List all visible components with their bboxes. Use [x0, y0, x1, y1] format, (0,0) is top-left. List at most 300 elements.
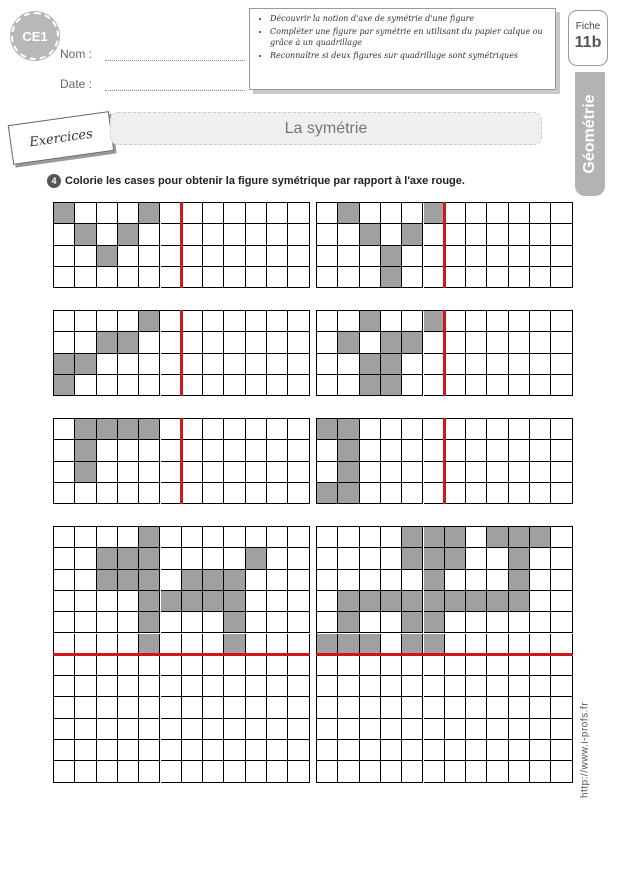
grid-cell[interactable]: [530, 354, 551, 375]
grid-cell[interactable]: [54, 612, 75, 633]
grid-cell[interactable]: [338, 375, 359, 396]
grid-cell[interactable]: [466, 697, 487, 718]
grid-cell[interactable]: [288, 483, 309, 504]
grid-cell[interactable]: [509, 267, 530, 288]
grid-cell-filled[interactable]: [118, 332, 139, 353]
grid-cell[interactable]: [317, 203, 338, 224]
grid-cell[interactable]: [509, 761, 530, 782]
grid-cell[interactable]: [487, 440, 508, 461]
grid-cell[interactable]: [487, 719, 508, 740]
grid-cell-filled[interactable]: [224, 591, 245, 612]
grid-cell[interactable]: [203, 548, 224, 569]
grid-cell[interactable]: [182, 740, 203, 761]
grid-cell[interactable]: [466, 267, 487, 288]
grid-cell[interactable]: [203, 246, 224, 267]
grid-cell-filled[interactable]: [381, 591, 402, 612]
grid-cell[interactable]: [487, 332, 508, 353]
grid-cell[interactable]: [288, 676, 309, 697]
grid-cell[interactable]: [466, 612, 487, 633]
grid-cell[interactable]: [267, 740, 288, 761]
grid-cell-filled[interactable]: [139, 591, 160, 612]
grid-cell[interactable]: [317, 332, 338, 353]
grid-cell[interactable]: [139, 462, 160, 483]
grid-cell[interactable]: [246, 527, 267, 548]
grid-cell[interactable]: [75, 548, 96, 569]
grid-cell[interactable]: [381, 740, 402, 761]
grid-cell-filled[interactable]: [509, 591, 530, 612]
grid-cell[interactable]: [75, 719, 96, 740]
grid-cell[interactable]: [246, 697, 267, 718]
grid-cell[interactable]: [551, 719, 572, 740]
grid-cell[interactable]: [466, 332, 487, 353]
grid-cell[interactable]: [139, 697, 160, 718]
grid-cell[interactable]: [224, 483, 245, 504]
grid-cell[interactable]: [530, 203, 551, 224]
grid-cell[interactable]: [288, 548, 309, 569]
grid-cell[interactable]: [54, 527, 75, 548]
grid-cell[interactable]: [381, 612, 402, 633]
grid-cell-filled[interactable]: [509, 548, 530, 569]
grid-cell[interactable]: [317, 267, 338, 288]
grid-cell[interactable]: [360, 483, 381, 504]
grid-cell[interactable]: [267, 440, 288, 461]
grid-cell[interactable]: [224, 375, 245, 396]
grid-cell[interactable]: [338, 267, 359, 288]
grid-cell[interactable]: [224, 697, 245, 718]
grid-cell[interactable]: [118, 246, 139, 267]
grid-cell[interactable]: [182, 462, 203, 483]
grid-cell-filled[interactable]: [360, 591, 381, 612]
grid-cell[interactable]: [509, 676, 530, 697]
grid-cell[interactable]: [267, 612, 288, 633]
grid-cell[interactable]: [288, 267, 309, 288]
grid-cell[interactable]: [487, 203, 508, 224]
grid-cell-filled[interactable]: [338, 332, 359, 353]
grid-cell-filled[interactable]: [118, 419, 139, 440]
grid-cell[interactable]: [288, 570, 309, 591]
grid-cell[interactable]: [381, 761, 402, 782]
grid-cell[interactable]: [360, 332, 381, 353]
grid-cell[interactable]: [75, 697, 96, 718]
grid-cell[interactable]: [317, 527, 338, 548]
grid-cell[interactable]: [203, 224, 224, 245]
grid-cell[interactable]: [445, 354, 466, 375]
grid-cell[interactable]: [466, 761, 487, 782]
grid-cell-filled[interactable]: [338, 634, 359, 655]
grid-cell[interactable]: [267, 332, 288, 353]
grid-cell[interactable]: [551, 527, 572, 548]
grid-cell[interactable]: [424, 655, 445, 676]
grid-cell-filled[interactable]: [139, 527, 160, 548]
grid-cell-filled[interactable]: [139, 570, 160, 591]
grid-cell[interactable]: [445, 612, 466, 633]
grid-cell[interactable]: [551, 332, 572, 353]
grid-cell[interactable]: [445, 697, 466, 718]
grid-cell[interactable]: [267, 203, 288, 224]
date-line[interactable]: [105, 90, 245, 91]
grid-cell[interactable]: [445, 761, 466, 782]
grid-cell[interactable]: [424, 267, 445, 288]
grid-cell[interactable]: [161, 440, 182, 461]
grid-cell[interactable]: [445, 483, 466, 504]
grid-cell-filled[interactable]: [360, 354, 381, 375]
grid-cell[interactable]: [118, 612, 139, 633]
grid-cell[interactable]: [381, 203, 402, 224]
grid-cell[interactable]: [424, 483, 445, 504]
grid-cell[interactable]: [267, 570, 288, 591]
grid-cell-filled[interactable]: [97, 570, 118, 591]
grid-cell[interactable]: [445, 570, 466, 591]
grid-cell[interactable]: [530, 224, 551, 245]
grid-cell[interactable]: [161, 375, 182, 396]
grid-cell[interactable]: [487, 354, 508, 375]
grid-cell[interactable]: [288, 719, 309, 740]
grid-cell[interactable]: [445, 311, 466, 332]
grid-cell[interactable]: [246, 634, 267, 655]
grid-cell[interactable]: [182, 612, 203, 633]
grid-cell[interactable]: [161, 354, 182, 375]
grid-cell[interactable]: [224, 354, 245, 375]
grid-cell[interactable]: [54, 419, 75, 440]
grid-cell[interactable]: [509, 224, 530, 245]
grid-cell[interactable]: [445, 676, 466, 697]
grid-cell[interactable]: [54, 246, 75, 267]
grid-cell[interactable]: [97, 612, 118, 633]
grid-cell[interactable]: [224, 527, 245, 548]
grid-cell-filled[interactable]: [139, 634, 160, 655]
grid-cell[interactable]: [203, 332, 224, 353]
grid-cell-filled[interactable]: [424, 591, 445, 612]
grid-cell[interactable]: [139, 267, 160, 288]
grid-cell[interactable]: [224, 719, 245, 740]
grid-cell[interactable]: [288, 246, 309, 267]
grid-cell[interactable]: [466, 375, 487, 396]
grid-cell[interactable]: [509, 612, 530, 633]
grid-cell[interactable]: [203, 419, 224, 440]
grid-cell[interactable]: [54, 483, 75, 504]
grid-cell[interactable]: [75, 267, 96, 288]
grid-cell[interactable]: [97, 634, 118, 655]
grid-cell[interactable]: [445, 246, 466, 267]
grid-cell[interactable]: [530, 375, 551, 396]
grid-cell-filled[interactable]: [338, 419, 359, 440]
grid-cell[interactable]: [509, 203, 530, 224]
grid-cell[interactable]: [402, 311, 423, 332]
grid-cell[interactable]: [182, 548, 203, 569]
grid-cell-filled[interactable]: [75, 354, 96, 375]
grid-cell[interactable]: [317, 548, 338, 569]
grid-cell[interactable]: [424, 332, 445, 353]
grid-cell[interactable]: [530, 591, 551, 612]
grid-cell-filled[interactable]: [161, 591, 182, 612]
grid-cell-filled[interactable]: [75, 224, 96, 245]
grid-cell[interactable]: [530, 655, 551, 676]
grid-cell[interactable]: [360, 761, 381, 782]
grid-cell[interactable]: [75, 570, 96, 591]
grid-cell[interactable]: [54, 332, 75, 353]
grid-cell[interactable]: [381, 655, 402, 676]
grid-cell[interactable]: [381, 224, 402, 245]
grid-cell-filled[interactable]: [381, 246, 402, 267]
grid-cell[interactable]: [97, 440, 118, 461]
grid-cell[interactable]: [381, 719, 402, 740]
grid-cell[interactable]: [246, 676, 267, 697]
grid-cell[interactable]: [246, 224, 267, 245]
grid-cell[interactable]: [338, 697, 359, 718]
grid-cell[interactable]: [161, 548, 182, 569]
grid-cell[interactable]: [54, 719, 75, 740]
grid-cell[interactable]: [317, 612, 338, 633]
grid-cell[interactable]: [551, 354, 572, 375]
grid-cell[interactable]: [182, 224, 203, 245]
grid-cell[interactable]: [360, 527, 381, 548]
grid-cell[interactable]: [317, 246, 338, 267]
grid-cell[interactable]: [288, 527, 309, 548]
grid-cell-filled[interactable]: [445, 591, 466, 612]
grid-cell[interactable]: [487, 483, 508, 504]
grid-cell[interactable]: [161, 462, 182, 483]
grid-cell[interactable]: [338, 676, 359, 697]
grid-cell-filled[interactable]: [182, 570, 203, 591]
grid-cell-filled[interactable]: [487, 527, 508, 548]
grid-cell[interactable]: [288, 612, 309, 633]
grid-cell[interactable]: [203, 761, 224, 782]
grid-cell[interactable]: [182, 761, 203, 782]
grid-cell[interactable]: [551, 375, 572, 396]
grid-cell[interactable]: [487, 375, 508, 396]
grid-cell[interactable]: [445, 655, 466, 676]
grid-cell[interactable]: [487, 462, 508, 483]
grid-cell[interactable]: [551, 591, 572, 612]
grid-cell[interactable]: [203, 527, 224, 548]
grid-cell[interactable]: [246, 740, 267, 761]
grid-cell[interactable]: [530, 462, 551, 483]
grid-cell[interactable]: [139, 483, 160, 504]
grid-cell[interactable]: [75, 527, 96, 548]
grid-cell[interactable]: [487, 246, 508, 267]
grid-cell[interactable]: [267, 634, 288, 655]
grid-cell[interactable]: [75, 676, 96, 697]
grid-cell[interactable]: [381, 570, 402, 591]
grid-cell[interactable]: [182, 676, 203, 697]
grid-cell[interactable]: [139, 719, 160, 740]
grid-cell-filled[interactable]: [139, 203, 160, 224]
grid-cell[interactable]: [288, 634, 309, 655]
grid-cell[interactable]: [317, 440, 338, 461]
grid-cell[interactable]: [551, 570, 572, 591]
grid-cell[interactable]: [182, 719, 203, 740]
grid-cell[interactable]: [530, 548, 551, 569]
grid-cell[interactable]: [551, 761, 572, 782]
grid-cell[interactable]: [224, 676, 245, 697]
grid-cell[interactable]: [54, 462, 75, 483]
grid-cell-filled[interactable]: [75, 419, 96, 440]
grid-cell[interactable]: [75, 612, 96, 633]
grid-cell[interactable]: [203, 697, 224, 718]
grid-cell[interactable]: [424, 419, 445, 440]
grid-cell-filled[interactable]: [402, 634, 423, 655]
grid-cell[interactable]: [360, 462, 381, 483]
grid-cell[interactable]: [182, 419, 203, 440]
grid-cell[interactable]: [267, 419, 288, 440]
grid-cell[interactable]: [445, 203, 466, 224]
grid-cell[interactable]: [487, 697, 508, 718]
grid-cell[interactable]: [466, 440, 487, 461]
grid-cell[interactable]: [338, 224, 359, 245]
grid-cell[interactable]: [246, 203, 267, 224]
grid-cell[interactable]: [203, 483, 224, 504]
grid-cell[interactable]: [551, 740, 572, 761]
grid-cell[interactable]: [288, 224, 309, 245]
grid-cell[interactable]: [360, 697, 381, 718]
grid-cell[interactable]: [424, 246, 445, 267]
grid-cell[interactable]: [402, 719, 423, 740]
grid-cell[interactable]: [317, 375, 338, 396]
grid-cell[interactable]: [445, 267, 466, 288]
grid-cell[interactable]: [246, 246, 267, 267]
grid-cell[interactable]: [487, 419, 508, 440]
grid-cell[interactable]: [139, 655, 160, 676]
grid-cell[interactable]: [161, 203, 182, 224]
grid-cell[interactable]: [509, 634, 530, 655]
grid-cell[interactable]: [161, 697, 182, 718]
grid-cell[interactable]: [267, 462, 288, 483]
grid-cell[interactable]: [466, 354, 487, 375]
grid-cell[interactable]: [54, 224, 75, 245]
grid-cell[interactable]: [97, 483, 118, 504]
grid-cell[interactable]: [267, 548, 288, 569]
grid-cell[interactable]: [118, 740, 139, 761]
grid-cell[interactable]: [424, 697, 445, 718]
grid-cell[interactable]: [509, 332, 530, 353]
grid-cell[interactable]: [224, 655, 245, 676]
grid-cell[interactable]: [445, 224, 466, 245]
grid-cell[interactable]: [75, 332, 96, 353]
grid-cell[interactable]: [338, 655, 359, 676]
grid-cell[interactable]: [224, 462, 245, 483]
grid-cell[interactable]: [402, 462, 423, 483]
grid-cell[interactable]: [424, 440, 445, 461]
grid-cell[interactable]: [139, 224, 160, 245]
grid-cell[interactable]: [203, 203, 224, 224]
grid-cell[interactable]: [267, 267, 288, 288]
grid-cell[interactable]: [381, 634, 402, 655]
grid-cell-filled[interactable]: [246, 548, 267, 569]
grid-cell[interactable]: [338, 548, 359, 569]
grid-cell-filled[interactable]: [338, 483, 359, 504]
grid-cell[interactable]: [267, 591, 288, 612]
grid-cell[interactable]: [246, 483, 267, 504]
grid-cell[interactable]: [551, 224, 572, 245]
grid-cell[interactable]: [182, 354, 203, 375]
grid-cell[interactable]: [224, 224, 245, 245]
grid-cell[interactable]: [118, 634, 139, 655]
grid-cell[interactable]: [75, 740, 96, 761]
grid-cell[interactable]: [182, 332, 203, 353]
grid-cell[interactable]: [487, 311, 508, 332]
grid-cell[interactable]: [97, 311, 118, 332]
grid-cell[interactable]: [118, 719, 139, 740]
grid-cell[interactable]: [360, 676, 381, 697]
grid-cell[interactable]: [317, 719, 338, 740]
grid-cell[interactable]: [97, 740, 118, 761]
grid-cell[interactable]: [288, 591, 309, 612]
grid-cell[interactable]: [402, 697, 423, 718]
grid-cell[interactable]: [118, 697, 139, 718]
grid-cell[interactable]: [466, 483, 487, 504]
grid-cell-filled[interactable]: [402, 612, 423, 633]
grid-cell[interactable]: [509, 311, 530, 332]
grid-cell-filled[interactable]: [139, 311, 160, 332]
grid-cell[interactable]: [487, 224, 508, 245]
grid-cell[interactable]: [203, 740, 224, 761]
grid-cell[interactable]: [551, 462, 572, 483]
grid-cell[interactable]: [445, 440, 466, 461]
grid-cell[interactable]: [224, 740, 245, 761]
grid-cell[interactable]: [466, 203, 487, 224]
grid-cell[interactable]: [424, 740, 445, 761]
grid-cell[interactable]: [509, 440, 530, 461]
grid-cell[interactable]: [75, 655, 96, 676]
grid-cell[interactable]: [182, 483, 203, 504]
grid-cell[interactable]: [224, 311, 245, 332]
grid-cell[interactable]: [182, 634, 203, 655]
grid-cell-filled[interactable]: [97, 419, 118, 440]
grid-cell[interactable]: [118, 591, 139, 612]
grid-cell-filled[interactable]: [338, 591, 359, 612]
grid-cell-filled[interactable]: [338, 462, 359, 483]
grid-cell[interactable]: [338, 527, 359, 548]
grid-cell[interactable]: [551, 697, 572, 718]
grid-cell[interactable]: [75, 375, 96, 396]
grid-cell[interactable]: [288, 311, 309, 332]
grid-cell[interactable]: [445, 375, 466, 396]
grid-cell[interactable]: [402, 203, 423, 224]
grid-cell[interactable]: [246, 375, 267, 396]
grid-cell[interactable]: [509, 697, 530, 718]
grid-cell[interactable]: [54, 634, 75, 655]
grid-cell[interactable]: [402, 419, 423, 440]
grid-cell[interactable]: [530, 740, 551, 761]
grid-cell[interactable]: [246, 761, 267, 782]
grid-cell[interactable]: [487, 761, 508, 782]
grid-cell[interactable]: [445, 419, 466, 440]
grid-cell[interactable]: [139, 375, 160, 396]
grid-cell[interactable]: [288, 440, 309, 461]
grid-cell-filled[interactable]: [224, 634, 245, 655]
grid-cell[interactable]: [75, 591, 96, 612]
grid-cell[interactable]: [551, 267, 572, 288]
grid-cell[interactable]: [267, 375, 288, 396]
grid-cell-filled[interactable]: [203, 570, 224, 591]
grid-cell[interactable]: [161, 527, 182, 548]
grid-cell[interactable]: [530, 761, 551, 782]
grid-cell[interactable]: [530, 267, 551, 288]
grid-cell[interactable]: [509, 246, 530, 267]
grid-cell[interactable]: [267, 655, 288, 676]
grid-cell[interactable]: [487, 267, 508, 288]
grid-cell-filled[interactable]: [317, 634, 338, 655]
grid-cell[interactable]: [530, 419, 551, 440]
grid-cell[interactable]: [246, 267, 267, 288]
grid-cell[interactable]: [97, 719, 118, 740]
grid-cell[interactable]: [118, 267, 139, 288]
grid-cell-filled[interactable]: [381, 354, 402, 375]
grid-cell[interactable]: [118, 483, 139, 504]
grid-cell[interactable]: [246, 311, 267, 332]
grid-cell[interactable]: [381, 311, 402, 332]
grid-cell[interactable]: [402, 570, 423, 591]
